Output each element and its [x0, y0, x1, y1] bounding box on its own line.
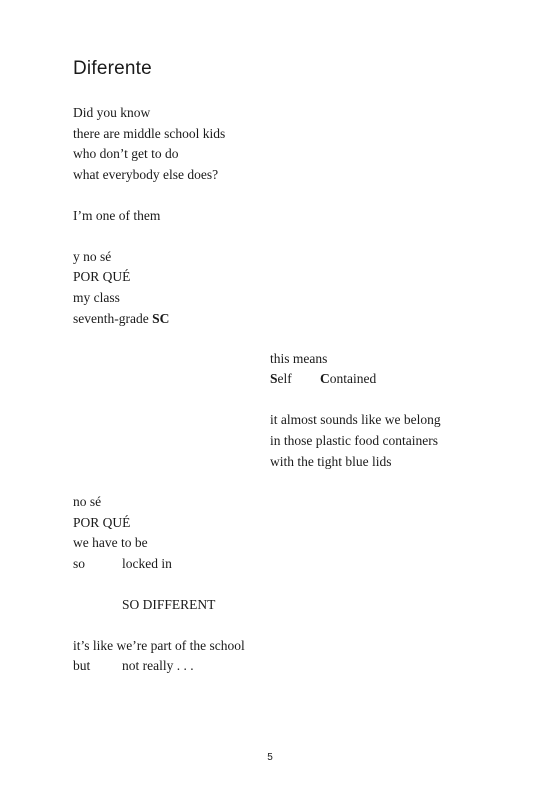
poem-title: Diferente — [73, 58, 152, 79]
bold-abbreviation: SC — [152, 311, 170, 326]
self-word — [270, 371, 292, 386]
poem-line: y no sé — [73, 249, 112, 264]
line-word: not really . . . — [122, 658, 194, 673]
poem-line — [73, 556, 172, 572]
poem-line: no sé — [73, 494, 102, 509]
poem-line: POR QUÉ — [73, 515, 131, 530]
poem-line: with the tight blue lids — [270, 454, 392, 469]
poem-line: who don’t get to do — [73, 146, 179, 161]
contained-initial: C — [320, 371, 330, 386]
line-prefix: seventh-grade — [73, 311, 149, 326]
poem-line: SO DIFFERENT — [122, 597, 216, 612]
poem-line — [73, 311, 169, 327]
poem-line: it almost sounds like we belong — [270, 412, 441, 427]
poem-line: what everybody else does? — [73, 167, 219, 182]
poem-line: in those plastic food containers — [270, 433, 438, 448]
self-initial: S — [270, 371, 278, 386]
poem-line: Did you know — [73, 105, 151, 120]
poem-line — [73, 658, 194, 674]
poem-line: there are middle school kids — [73, 126, 226, 141]
poem-line — [270, 371, 377, 387]
page-number: 5 — [267, 752, 273, 763]
poem-line: it’s like we’re part of the school — [73, 638, 245, 653]
contained-word — [320, 371, 376, 387]
line-word: but — [73, 658, 91, 673]
poem-line: this means — [270, 351, 328, 366]
poem-line: my class — [73, 290, 120, 305]
line-word: so — [73, 556, 86, 571]
line-word: locked in — [122, 556, 172, 571]
poem-line: POR QUÉ — [73, 269, 131, 284]
poem-line: we have to be — [73, 535, 148, 550]
self-rest: elf — [277, 371, 292, 386]
contained-rest: ontained — [329, 371, 377, 386]
poem-line: I’m one of them — [73, 208, 161, 223]
